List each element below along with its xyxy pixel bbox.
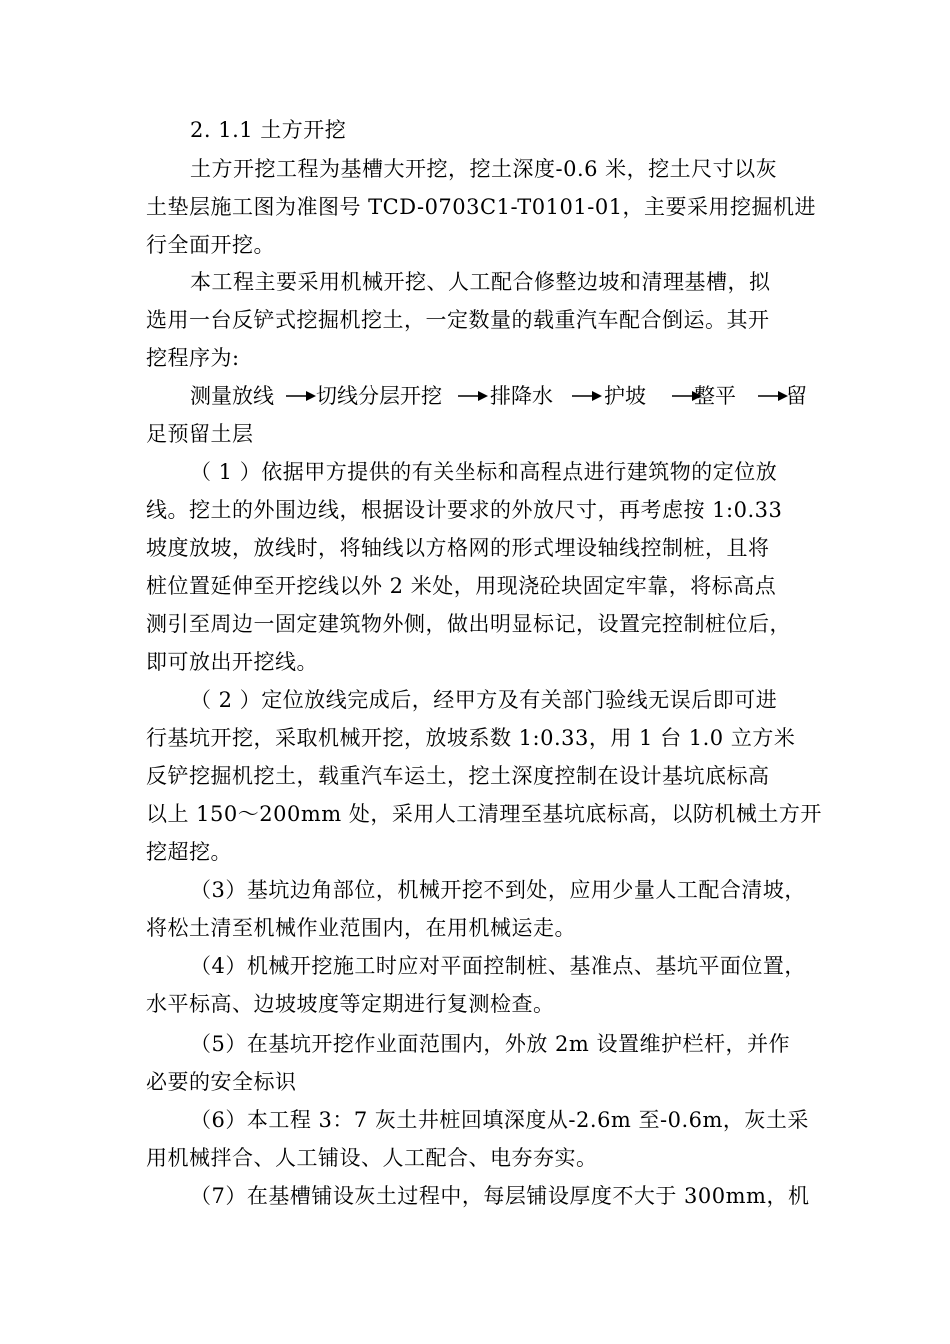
paragraph-line: 以上 150～200mm 处，采用人工清理至基坑底标高，以防机械土方开 (146, 802, 822, 826)
paragraph-line: （5）在基坑开挖作业面范围内，外放 2m 设置维护栏杆，并作 (190, 1032, 790, 1056)
paragraph-line: 线。挖土的外围边线，根据设计要求的外放尺寸，再考虑按 1:0.33 (146, 498, 783, 522)
paragraph-line: （7）在基槽铺设灰土过程中，每层铺设厚度不大于 300mm，机 (190, 1184, 810, 1208)
paragraph-line: 用机械拌合、人工铺设、人工配合、电夯夯实。 (146, 1146, 598, 1170)
right-arrow-icon (758, 382, 786, 410)
paragraph-line: 测引至周边一固定建筑物外侧，做出明显标记，设置完控制桩位后， (146, 612, 791, 636)
paragraph-line: （ 1 ）依据甲方提供的有关坐标和高程点进行建筑物的定位放 (190, 460, 778, 484)
flow-step: 排降水 (490, 384, 553, 408)
paragraph-line: （4）机械开挖施工时应对平面控制桩、基准点、基坑平面位置， (190, 954, 806, 978)
paragraph-line: 桩位置延伸至开挖线以外 2 米处，用现浇砼块固定牢靠，将标高点 (146, 574, 777, 598)
paragraph-line: （3）基坑边角部位，机械开挖不到处，应用少量人工配合清坡， (190, 878, 806, 902)
flow-step: 整平 (694, 384, 736, 408)
paragraph-line: （6）本工程 3：7 灰土井桩回填深度从-2.6m 至-0.6m，灰土采 (190, 1108, 809, 1132)
paragraph-line: 土垫层施工图为准图号 TCD-0703C1-T0101-01，主要采用挖掘机进 (146, 195, 817, 219)
flow-step: 测量放线 (190, 384, 274, 408)
paragraph-line: 反铲挖掘机挖土，载重汽车运土，挖土深度控制在设计基坑底标高 (146, 764, 770, 788)
paragraph-line: 行全面开挖。 (146, 233, 275, 257)
right-arrow-icon (458, 382, 486, 410)
right-arrow-icon (286, 382, 314, 410)
paragraph-line: 水平标高、边坡坡度等定期进行复测检查。 (146, 992, 555, 1016)
paragraph-line: 即可放出开挖线。 (146, 650, 318, 674)
paragraph-line: 挖程序为: (146, 346, 240, 370)
paragraph-line: 坡度放坡，放线时，将轴线以方格网的形式埋设轴线控制桩，且将 (146, 536, 770, 560)
flow-step: 护坡 (604, 384, 646, 408)
right-arrow-icon (572, 382, 600, 410)
section-heading: 2. 1.1 土方开挖 (190, 118, 347, 142)
paragraph-line: （ 2 ）定位放线完成后，经甲方及有关部门验线无误后即可进 (190, 688, 778, 712)
flow-step: 切线分层开挖 (316, 384, 442, 408)
paragraph-line: 必要的安全标识 (146, 1070, 297, 1094)
paragraph-line: 足预留土层 (146, 422, 254, 446)
paragraph-line: 选用一台反铲式挖掘机挖土，一定数量的载重汽车配合倒运。其开 (146, 308, 770, 332)
paragraph-line: 土方开挖工程为基槽大开挖，挖土深度-0.6 米，挖土尺寸以灰 (190, 157, 778, 181)
flow-step: 留 (786, 384, 807, 408)
paragraph-line: 将松土清至机械作业范围内，在用机械运走。 (146, 916, 576, 940)
paragraph-line: 本工程主要采用机械开挖、人工配合修整边坡和清理基槽，拟 (190, 270, 771, 294)
paragraph-line: 挖超挖。 (146, 840, 232, 864)
paragraph-line: 行基坑开挖，采取机械开挖，放坡系数 1:0.33，用 1 台 1.0 立方米 (146, 726, 796, 750)
